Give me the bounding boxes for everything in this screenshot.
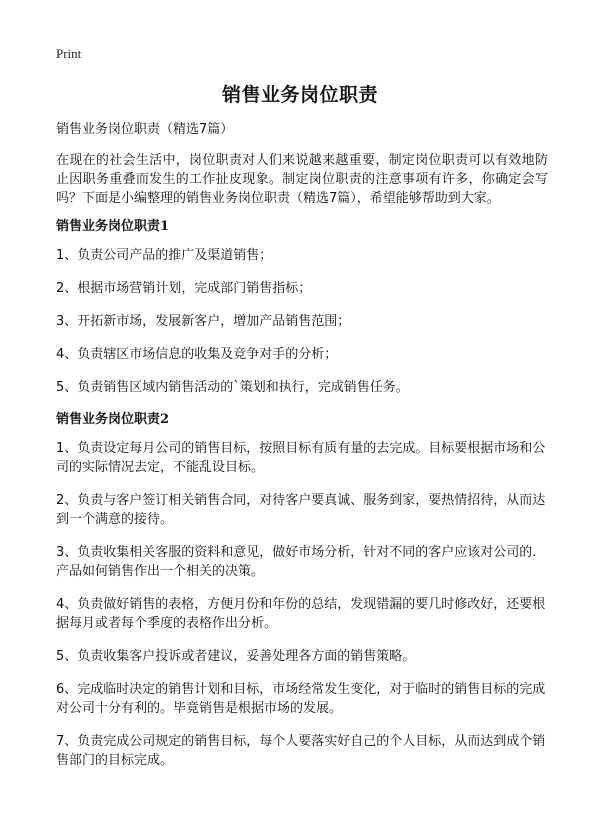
list-item: 4、负责辖区市场信息的收集及竞争对手的分析；: [56, 347, 338, 362]
print-link[interactable]: Print: [56, 46, 82, 61]
page-title: 销售业务岗位职责: [221, 84, 378, 106]
list-item: 3、负责收集相关客服的资料和意见，做好市场分析，针对不同的客户应该对公司的.产品如何销售作出一个相关的决策。: [56, 545, 537, 579]
list-item: 5、负责销售区域内销售活动的`策划和执行，完成销售任务。: [56, 380, 409, 395]
document-body: [56, 121, 548, 784]
document-subtitle: 销售业务岗位职责（精选7篇）: [56, 122, 234, 137]
list-item: 1、负责公司产品的推广及渠道销售；: [56, 248, 273, 263]
list-item: 5、负责收集客户投诉或者建议，妥善处理各方面的销售策略。: [56, 649, 416, 664]
list-item: 2、负责与客户签订相关销售合同，对待客户要真诚、服务到家，要热情招待，从而达到一个满意的接待。: [56, 493, 546, 527]
list-item: 4、负责做好销售的表格，方便月份和年份的总结，发现错漏的要几时修改好，还要根据每月或者每个季度的表格作出分析。: [56, 597, 546, 631]
section-heading: 销售业务岗位职责1: [56, 219, 170, 234]
list-item: 6、完成临时决定的销售计划和目标，市场经常发生变化，对于临时的销售目标的完成对公司十分有利的。毕竟销售是根据市场的发展。: [56, 682, 546, 716]
list-item: 7、负责完成公司规定的销售目标，每个人要落实好自己的个人目标，从而达到成个销售部门的目标完成。: [56, 734, 546, 768]
section-1: [56, 218, 548, 397]
section-heading: 销售业务岗位职责2: [56, 412, 170, 427]
list-item: 3、开拓新市场，发展新客户，增加产品销售范围；: [56, 314, 351, 329]
intro-paragraph: 在现在的社会生活中，岗位职责对人们来说越来越重要，制定岗位职责可以有效地防止因职务重叠而发生的工作扯皮现象。制定岗位职责的注意事项有许多，你确定会写吗？下面是小编整理的销售业务岗位职责（精选7篇），希望能够帮助到大家。: [56, 153, 548, 206]
section-2: [56, 411, 548, 770]
list-item: 1、负责设定每月公司的销售目标，按照目标有质有量的去完成。目标要根据市场和公司的实际情况去定，不能乱设目标。: [56, 441, 546, 475]
list-item: 2、根据市场营销计划，完成部门销售指标；: [56, 281, 312, 296]
